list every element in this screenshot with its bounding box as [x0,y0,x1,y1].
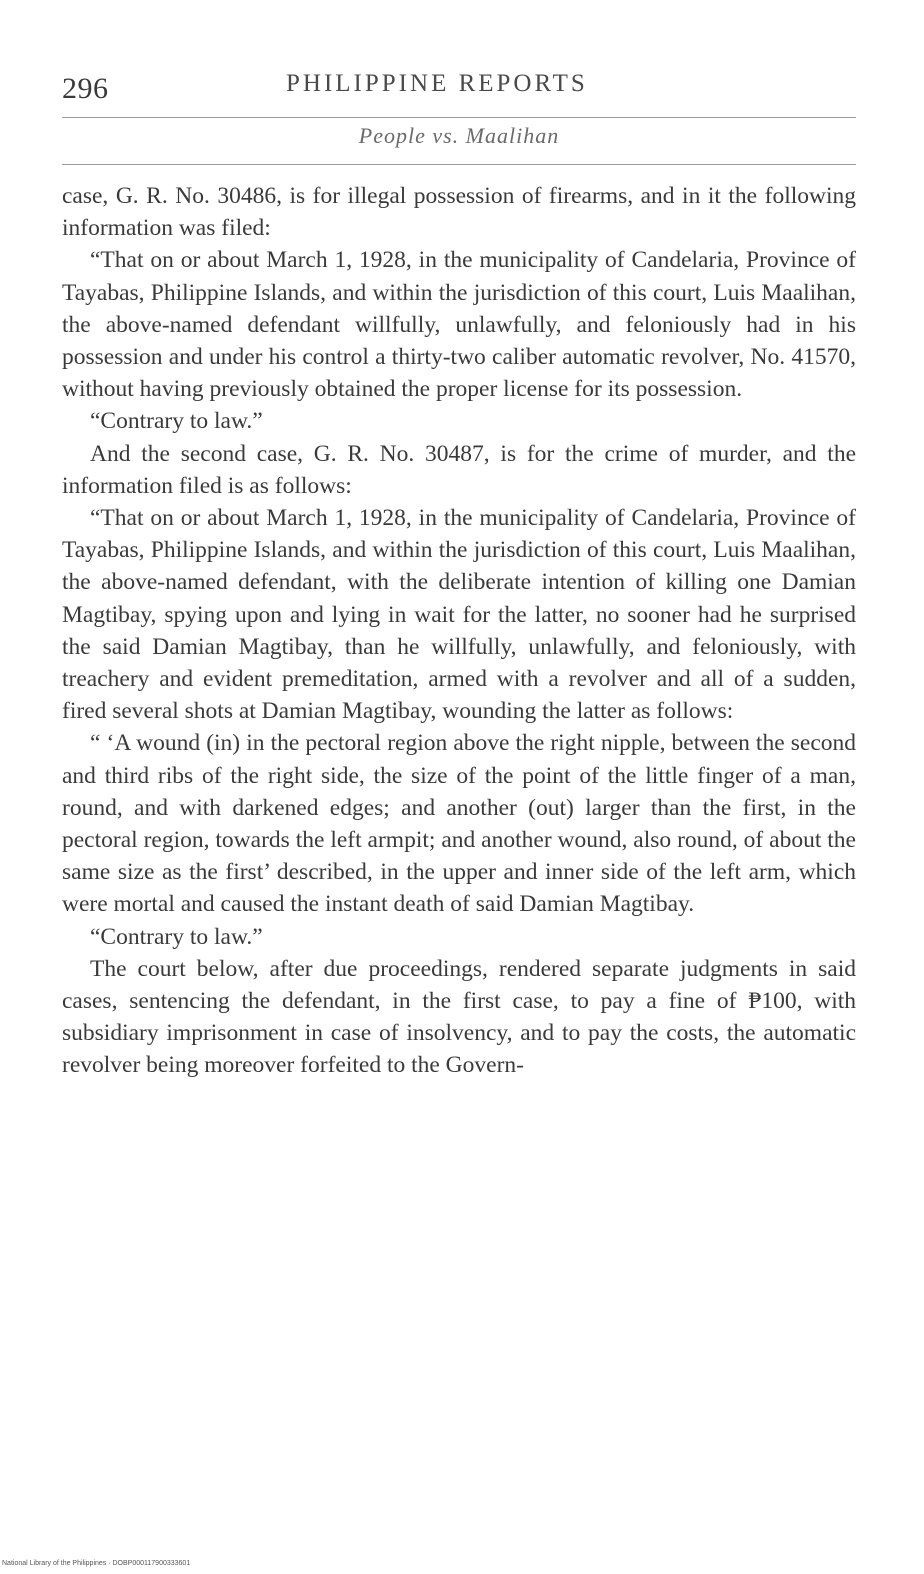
footer-credit: National Library of the Philippines · DOBP000117900333601 [2,1560,191,1567]
paragraph: And the second case, G. R. No. 30487, is for the crime of murder, and the information filed is as follows: [62,440,856,499]
paragraph: “Contrary to law.” [90,408,263,435]
paragraph: “That on or about March 1, 1928, in the municipality of Candelaria, Province of Tayabas, Philippine Islands, and within the jurisdiction of this court, Luis Maalihan, the above-named defendant willfully, unlawfully, and feloniously had in his possession and under his control a thirty-two caliber automatic revolver, No. 41570, without having previously obtained the proper license for its possession. [62,247,856,403]
paragraph: “Contrary to law.” [90,923,263,950]
page-header [62,68,856,108]
case-caption: People vs. Maalihan [358,123,560,148]
header-rule-top [62,117,856,118]
header-rule-bottom [62,164,856,165]
page-number: 296 [62,72,109,105]
body-text [62,180,856,1082]
paragraph: “That on or about March 1, 1928, in the municipality of Candelaria, Province of Tayabas, Philippine Islands, and within the jurisdiction of this court, Luis Maalihan, the above-named defendant, with the deliberate intention of killing one Damian Magtibay, spying upon and lying in wait for the latter, no sooner had he surprised the said Damian Magtibay, than he willfully, unlawfully, and feloniously, with treachery and evident premeditation, armed with a revolver and all of a sudden, fired several shots at Damian Magtibay, wounding the latter as follows: [62,505,856,725]
paragraph: “ ‘A wound (in) in the pectoral region above the right nipple, between the second and third ribs of the right side, the size of the point of the little finger of a man, round, and with darkened edges; and another (out) larger than the first, in the pectoral region, towards the left armpit; and another wound, also round, of about the same size as the first’ described, in the upper and inner side of the left arm, which were mortal and caused the instant death of said Damian Magtibay. [62,730,856,918]
paragraph: The court below, after due proceedings, rendered separate judgments in said cases, sentencing the defendant, in the first case, to pay a fine of ₱100, with subsidiary imprisonment in case of insolvency, and to pay the costs, the automatic revolver being moreover forfeited to the Govern- [62,955,856,1079]
paragraph: case, G. R. No. 30486, is for illegal possession of firearms, and in it the following information was filed: [62,183,856,242]
running-head: PHILIPPINE REPORTS [286,70,588,97]
